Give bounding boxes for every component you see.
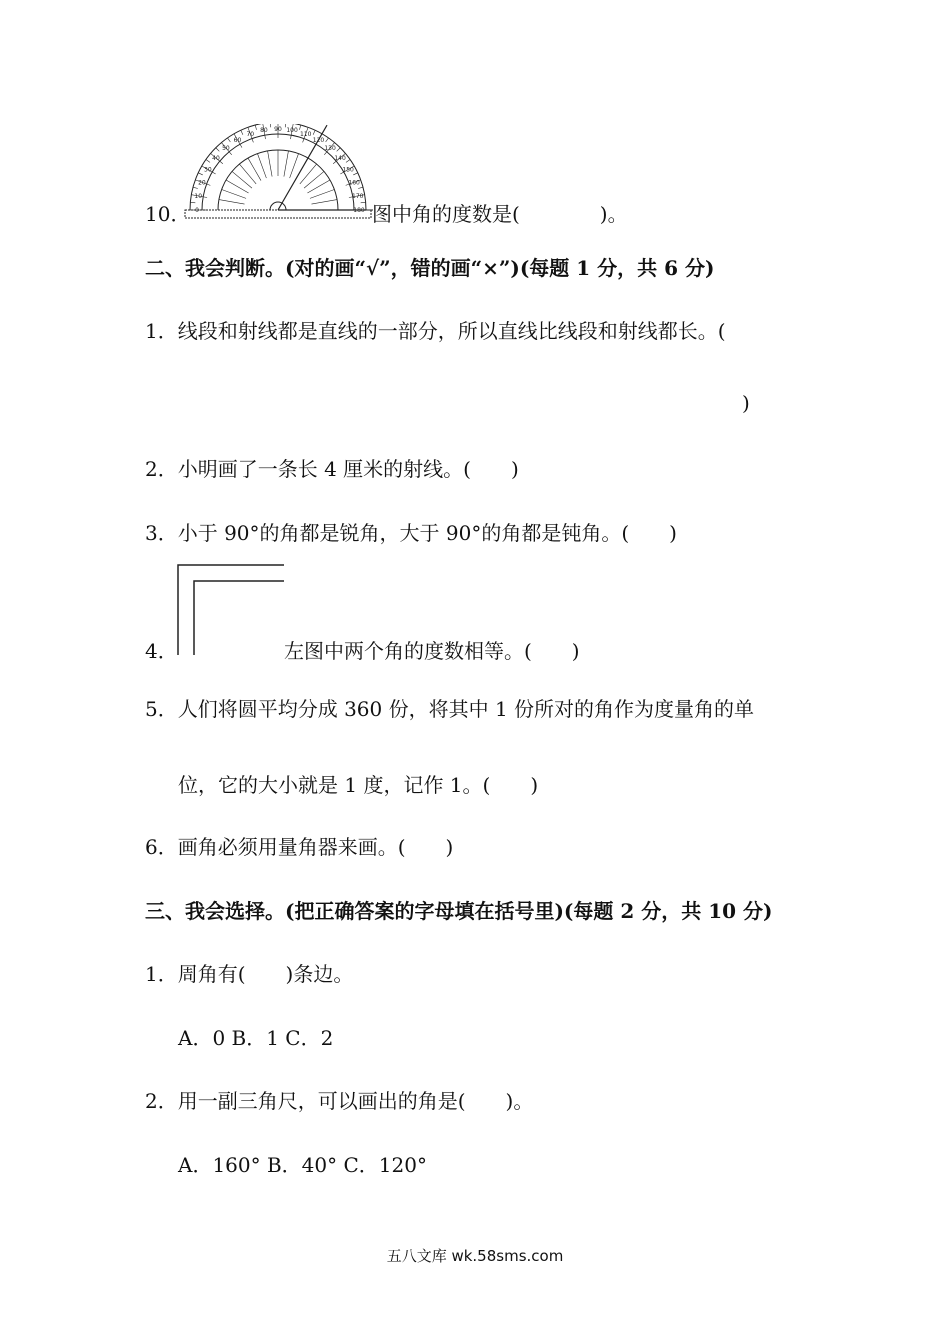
- judge-question-4-number: 4．: [145, 639, 178, 663]
- protractor-label: 40: [212, 154, 220, 162]
- judge-question-2: 2．小明画了一条长 4 厘米的射线。( ): [145, 457, 519, 481]
- judge-question-5-line1: 5．人们将圆平均分成 360 份，将其中 1 份所对的角作为度量角的单: [145, 697, 755, 721]
- protractor-label: 140: [334, 154, 346, 162]
- protractor-label: 110: [299, 130, 312, 138]
- choice-question-1-options: A．0 B．1 C．2: [178, 1026, 334, 1050]
- protractor-label: 150: [342, 166, 354, 174]
- protractor-label: 100: [286, 127, 298, 135]
- protractor-label: 170: [352, 192, 364, 200]
- protractor-label: 20: [198, 179, 206, 187]
- protractor-label: 90: [274, 126, 282, 133]
- judge-question-1-close: ): [742, 391, 750, 415]
- section-3-heading: 三、我会选择。(把正确答案的字母填在括号里)(每题 2 分，共 10 分): [145, 899, 773, 923]
- choice-question-2-options: A．160° B．40° C．120°: [178, 1153, 427, 1177]
- two-angles-figure: [176, 563, 284, 655]
- protractor-label: 160: [348, 179, 360, 187]
- judge-question-5-line2: 位，它的大小就是 1 度，记作 1。( ): [178, 773, 539, 797]
- protractor-label: 180: [353, 207, 365, 214]
- protractor-figure: [183, 124, 373, 220]
- protractor-label: 80: [260, 127, 268, 135]
- question-10-text: 图中角的度数是( )。: [372, 202, 628, 226]
- protractor-label: 10: [194, 192, 203, 200]
- protractor-label: 0: [195, 207, 199, 214]
- protractor-label: 130: [324, 144, 336, 152]
- protractor-label: 120: [312, 136, 325, 144]
- choice-question-2: 2．用一副三角尺，可以画出的角是( )。: [145, 1089, 534, 1113]
- choice-question-1: 1．周角有( )条边。: [145, 962, 354, 986]
- protractor-label: 50: [222, 144, 230, 152]
- footer-watermark: 五八文库 wk.58sms.com: [386, 1247, 564, 1265]
- question-10-number: 10．: [145, 202, 191, 226]
- section-2-heading: 二、我会判断。(对的画“√”，错的画“×”)(每题 1 分，共 6 分): [145, 256, 715, 280]
- judge-question-3: 3．小于 90°的角都是锐角，大于 90°的角都是钝角。( ): [145, 521, 677, 545]
- protractor-label: 70: [246, 130, 255, 138]
- protractor-label: 60: [233, 136, 242, 144]
- judge-question-4-text: 左图中两个角的度数相等。( ): [284, 639, 580, 663]
- protractor-label: 30: [204, 166, 212, 174]
- judge-question-1: 1．线段和射线都是直线的一部分，所以直线比线段和射线都长。(: [145, 319, 726, 343]
- judge-question-6: 6．画角必须用量角器来画。( ): [145, 835, 454, 859]
